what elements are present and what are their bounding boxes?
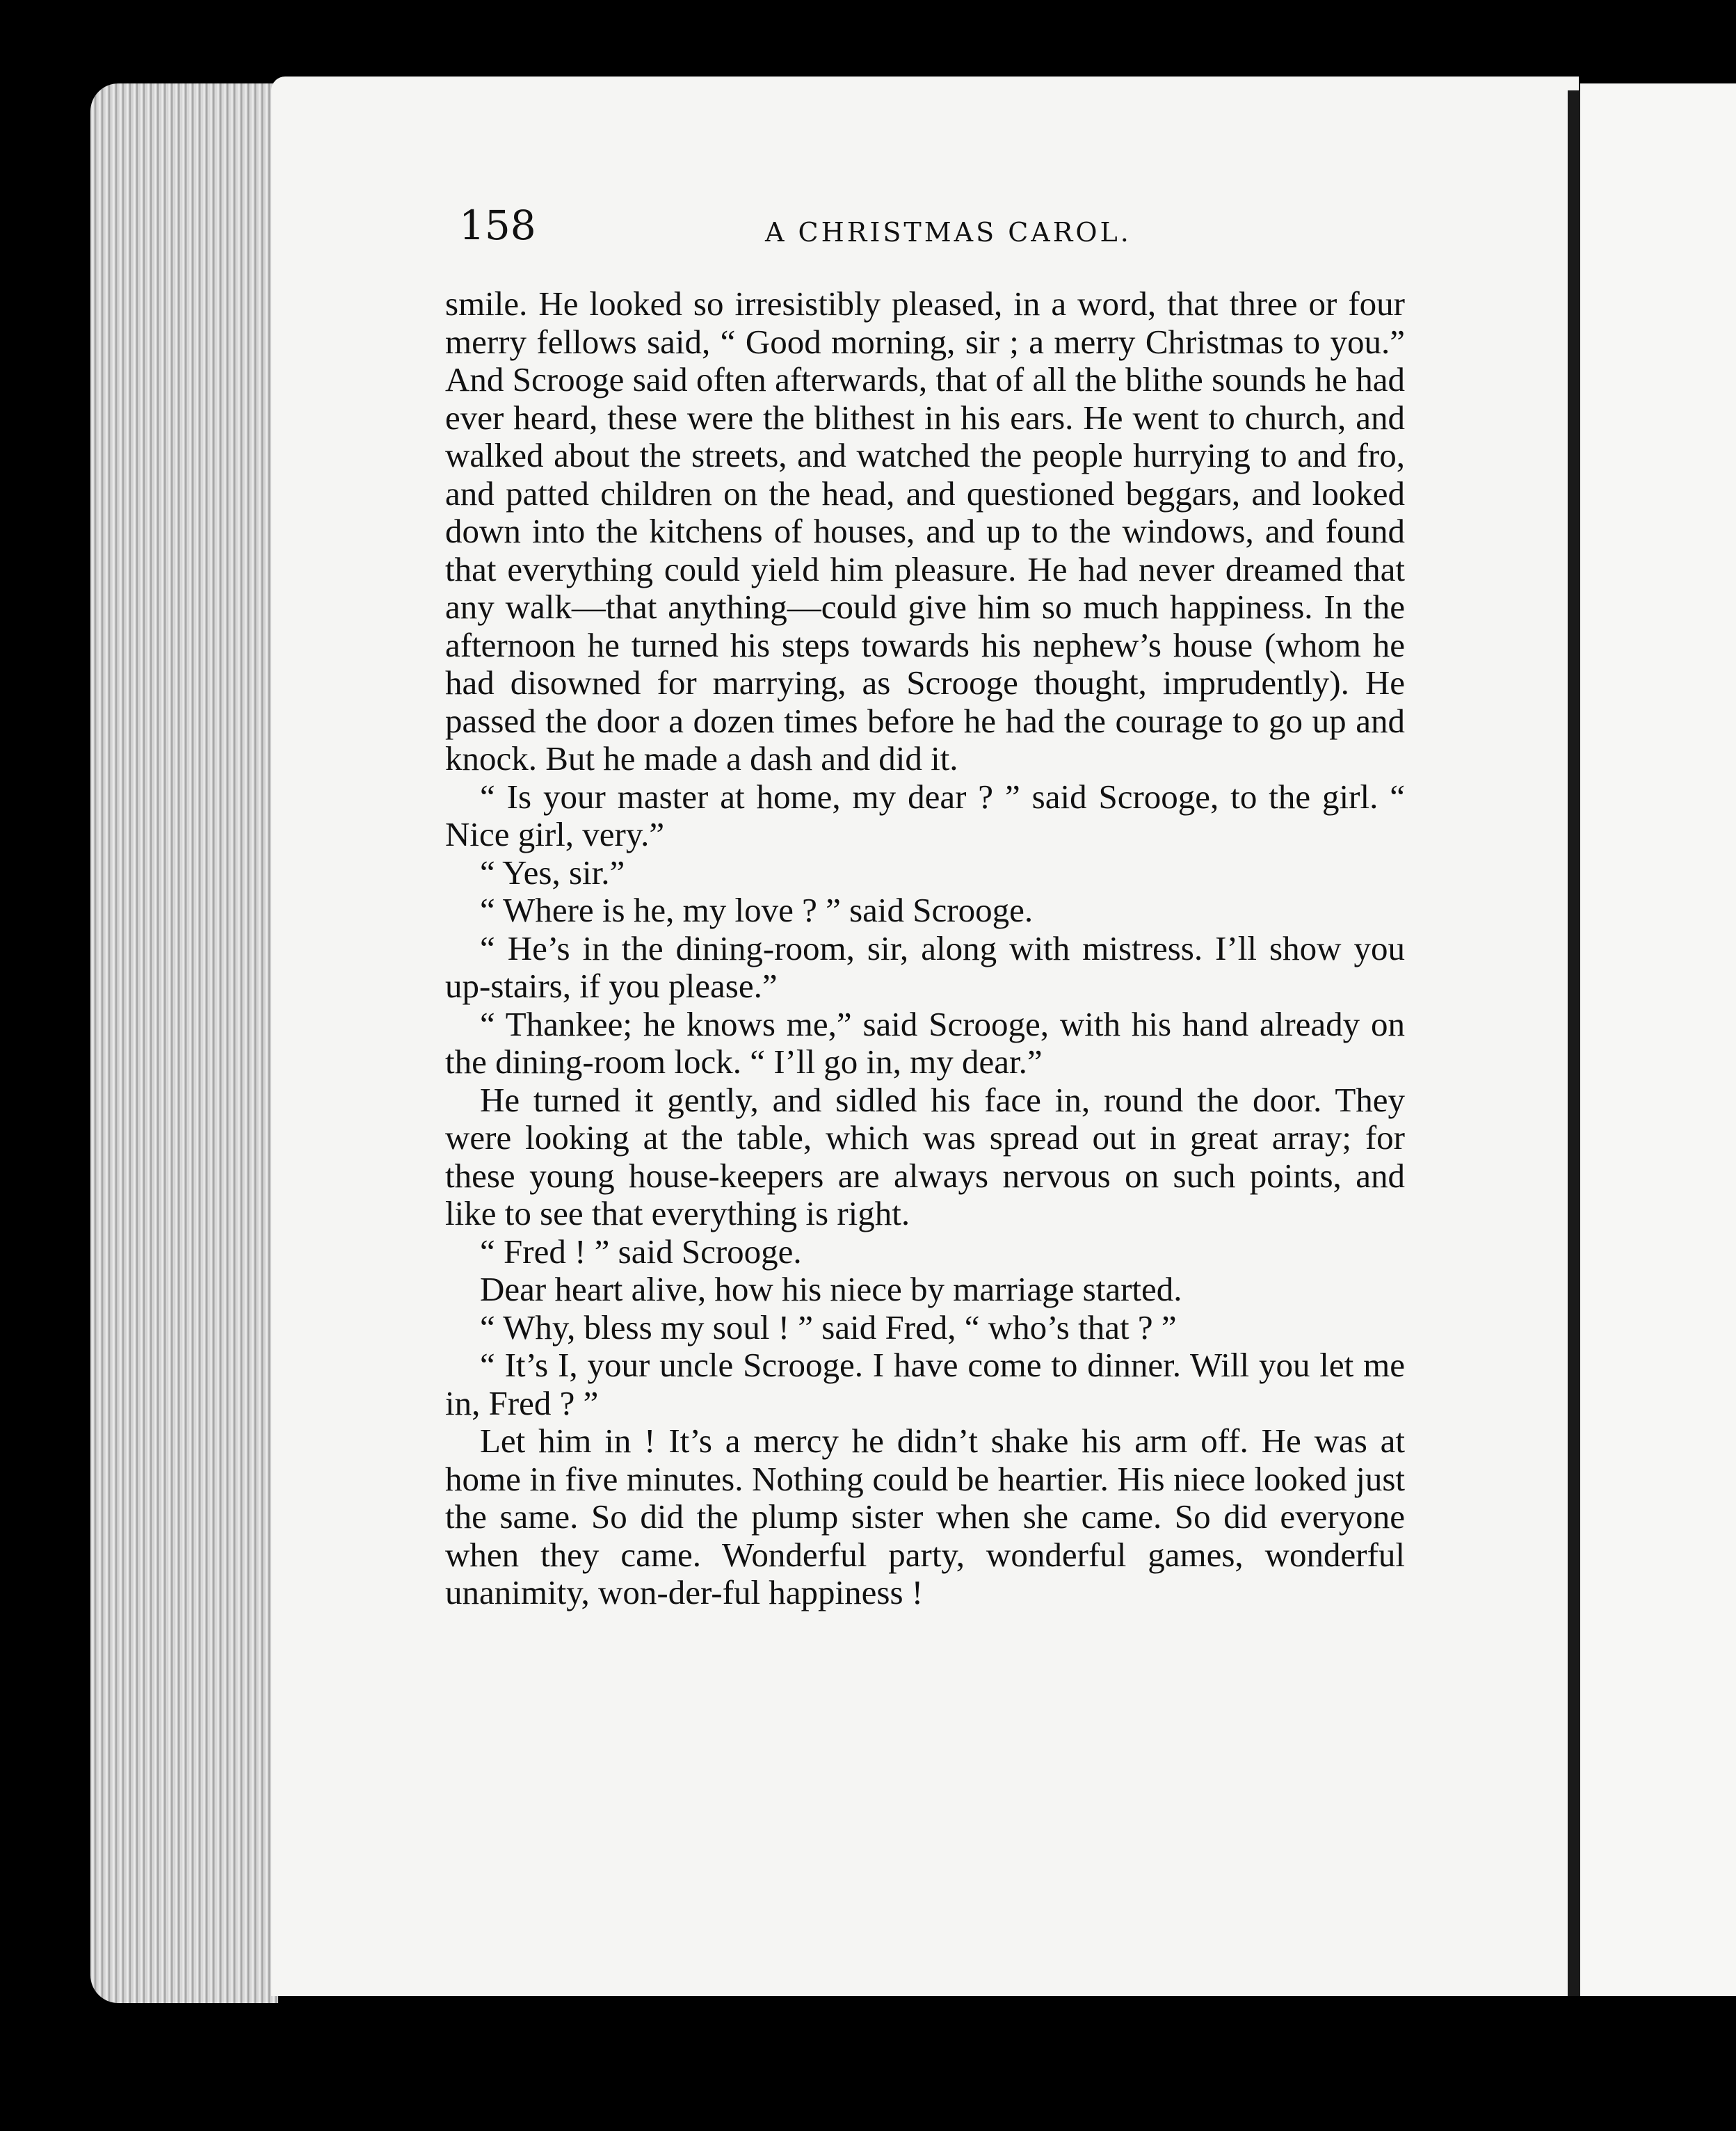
paragraph-2: “ Is your master at home, my dear ? ” said Scrooge, to the girl. “ Nice girl, very.” (445, 777, 1405, 853)
running-head: A CHRISTMAS CAROL. (765, 217, 1132, 248)
paragraph-1: smile. He looked so irresistibly pleased, in a word, that three or four merry fellows said, “ Good morning, sir ; a merry Christmas to you.” And Scrooge said often afterwards, that of all the blithe sounds he had ever heard, these were the blithest in his ears. He went to church, and walked about the streets, and watched the people hurrying to and fro, and patted children on the head, and questioned beggars, and looked down into the kitchens of houses, and up to the windows, and found that everything could yield him pleasure. He had never dreamed that any walk—that anything—could give him so much happiness. In the afternoon he turned his steps towards his nephew’s house (whom he had disowned for marrying, as Scrooge thought, imprudently). He passed the door a dozen times before he had the courage to go up and knock. But he made a dash and did it. (445, 284, 1405, 778)
paragraph-9: Dear heart alive, how his niece by marriage started. (480, 1270, 1182, 1308)
paragraph-6: “ Thankee; he knows me,” said Scrooge, with his hand already on the dining-room lock. “ I’ll go in, my dear.” (445, 1004, 1405, 1081)
paragraph-8: “ Fred ! ” said Scrooge. (480, 1232, 802, 1271)
paragraph-11: “ It’s I, your uncle Scrooge. I have come to dinner. Will you let me in, Fred ? ” (445, 1346, 1405, 1422)
book-gutter (1568, 90, 1580, 1996)
paragraph-5: “ He’s in the dining-room, sir, along with mistress. I’ll show you up-stairs, if you please.” (445, 928, 1405, 1005)
paragraph-10: “ Why, bless my soul ! ” said Fred, “ who’s that ? ” (480, 1308, 1177, 1346)
page-number: 158 (459, 202, 536, 249)
body-text (445, 285, 1405, 1612)
paragraph-12: Let him in ! It’s a mercy he didn’t shake his arm off. He was at home in five minutes. Nothing could be heartier. His niece looked just the same. So did the plump sister when she came. So did everyone when they came. Wonderful party, wonderful games, wonderful unanimity, won-der-ful happiness ! (445, 1422, 1405, 1611)
paragraph-3: “ Yes, sir.” (480, 853, 625, 892)
book-page-edges (90, 83, 278, 2003)
book-page-right-edge (1580, 83, 1736, 1996)
paragraph-4: “ Where is he, my love ? ” said Scrooge. (480, 891, 1034, 929)
paragraph-7: He turned it gently, and sidled his face in, round the door. They were looking at the table, which was spread out in great array; for these young house-keepers are always nervous on such points, and like to see that everything is right. (445, 1080, 1405, 1232)
